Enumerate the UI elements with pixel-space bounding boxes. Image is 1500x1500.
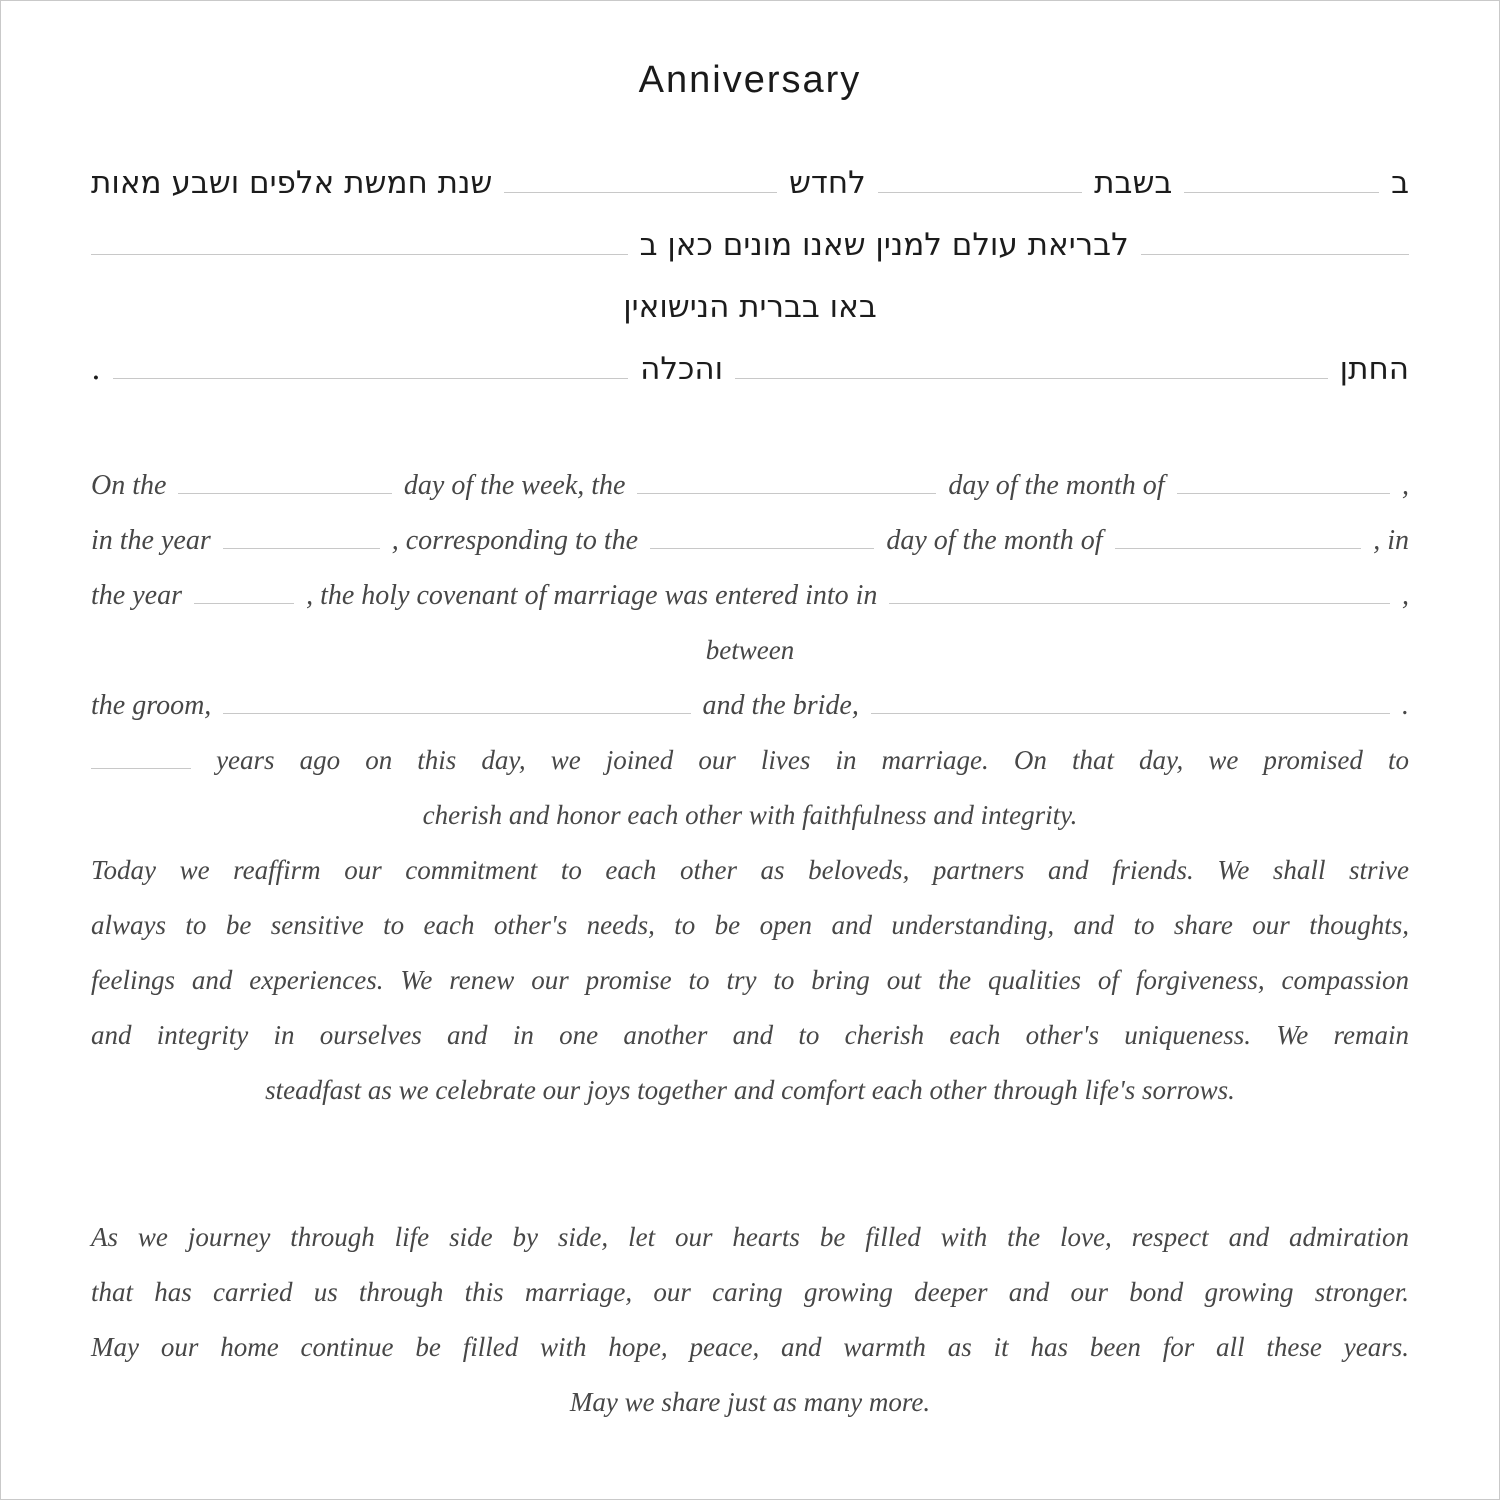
blank-field xyxy=(1177,493,1390,494)
text-segment: ב xyxy=(1391,165,1409,201)
paragraph-line xyxy=(91,898,1409,953)
paragraph-line xyxy=(91,1063,1409,1118)
text-segment: . xyxy=(1402,690,1409,721)
blank-field xyxy=(735,378,1328,379)
text-segment: החתן xyxy=(1339,351,1409,387)
blank-field xyxy=(113,378,628,379)
text-segment: the year xyxy=(91,580,182,611)
english-hebrew-year-line xyxy=(91,513,1409,568)
text-segment: May we share just as many more. xyxy=(569,1387,931,1417)
blank-field xyxy=(178,493,391,494)
text-segment: steadfast as we celebrate our joys together and comfort each other through life's sorrows. xyxy=(265,1075,1235,1105)
hebrew-date-line xyxy=(91,152,1409,214)
text-segment: feelings and experiences. We renew our promise to try to bring out the qualities of forgiveness, compassion xyxy=(91,965,1409,995)
blank-field xyxy=(1141,254,1409,255)
page-title: Anniversary xyxy=(638,59,862,101)
text-segment: באו בברית הנישואין xyxy=(623,289,877,325)
hebrew-names-line xyxy=(91,338,1409,400)
text-segment: , in xyxy=(1373,525,1409,556)
blank-field xyxy=(1184,192,1379,193)
english-civil-year-line xyxy=(91,568,1409,623)
english-date-line xyxy=(91,458,1409,513)
text-segment: May our home continue be filled with hope, peace, and warmth as it has been for all these years. xyxy=(91,1332,1409,1362)
groom-bride-line xyxy=(91,678,1409,733)
paragraph-line xyxy=(91,1375,1409,1430)
text-segment: always to be sensitive to each other's needs, to be open and understanding, and to share our thoughts, xyxy=(91,910,1409,940)
paragraph-line xyxy=(91,1210,1409,1265)
text-segment: that has carried us through this marriage, our caring growing deeper and our bond growing stronger. xyxy=(91,1277,1409,1307)
blank-field xyxy=(1115,548,1362,549)
text-segment: day of the month of xyxy=(886,525,1103,556)
text-segment: בשבת xyxy=(1094,165,1173,201)
text-segment: שנת חמשת אלפים ושבע מאות xyxy=(91,165,493,201)
paragraph-line xyxy=(91,843,1409,898)
blank-field xyxy=(650,548,874,549)
hebrew-section xyxy=(91,152,1409,400)
text-segment: לבריאת עולם למנין שאנו מונים כאן ב xyxy=(639,227,1129,263)
blank-field xyxy=(504,192,777,193)
paragraph-line xyxy=(91,788,1409,843)
text-segment: in the year xyxy=(91,525,211,556)
blank-field xyxy=(871,713,1390,714)
blank-field xyxy=(91,254,628,255)
text-segment: , xyxy=(1402,580,1409,611)
hebrew-covenant-line xyxy=(91,276,1409,338)
text-segment: On the xyxy=(91,470,167,501)
between-line xyxy=(91,623,1409,678)
text-segment: day of the month of xyxy=(948,470,1165,501)
text-segment: and the bride, xyxy=(702,690,859,721)
blank-field xyxy=(194,603,294,604)
text-segment: and integrity in ourselves and in one another and to cherish each other's uniqueness. We remain xyxy=(91,1020,1409,1050)
hebrew-year-place-line xyxy=(91,214,1409,276)
paragraph-line xyxy=(91,1320,1409,1375)
anniversary-years-line xyxy=(91,733,1409,788)
paragraph-line xyxy=(91,1008,1409,1063)
blank-field xyxy=(223,713,690,714)
text-segment: cherish and honor each other with faithfulness and integrity. xyxy=(422,800,1078,830)
text-segment: והכלה xyxy=(640,351,724,387)
text-segment: . xyxy=(91,351,101,387)
text-segment: day of the week, the xyxy=(403,470,626,501)
blank-field xyxy=(878,192,1082,193)
text-segment: לחדש xyxy=(788,165,866,201)
paragraph-line xyxy=(91,953,1409,1008)
paragraph-line xyxy=(91,1265,1409,1320)
text-segment: years ago on this day, we joined our lives in marriage. On that day, we promised to xyxy=(216,745,1409,775)
text-segment: , corresponding to the xyxy=(391,525,639,556)
text-segment: the groom, xyxy=(91,690,212,721)
blank-field xyxy=(637,493,936,494)
text-segment: As we journey through life side by side, let our hearts be filled with the love, respect and admiration xyxy=(91,1222,1409,1252)
text-segment: , xyxy=(1401,470,1409,501)
english-section xyxy=(91,458,1409,1430)
text-segment: Today we reaffirm our commitment to each other as beloveds, partners and friends. We shall strive xyxy=(91,855,1409,885)
blank-field xyxy=(91,768,191,769)
text-segment: between xyxy=(705,635,795,665)
blank-field xyxy=(223,548,380,549)
blank-field xyxy=(889,603,1390,604)
text-segment: , the holy covenant of marriage was entered into in xyxy=(306,580,878,611)
